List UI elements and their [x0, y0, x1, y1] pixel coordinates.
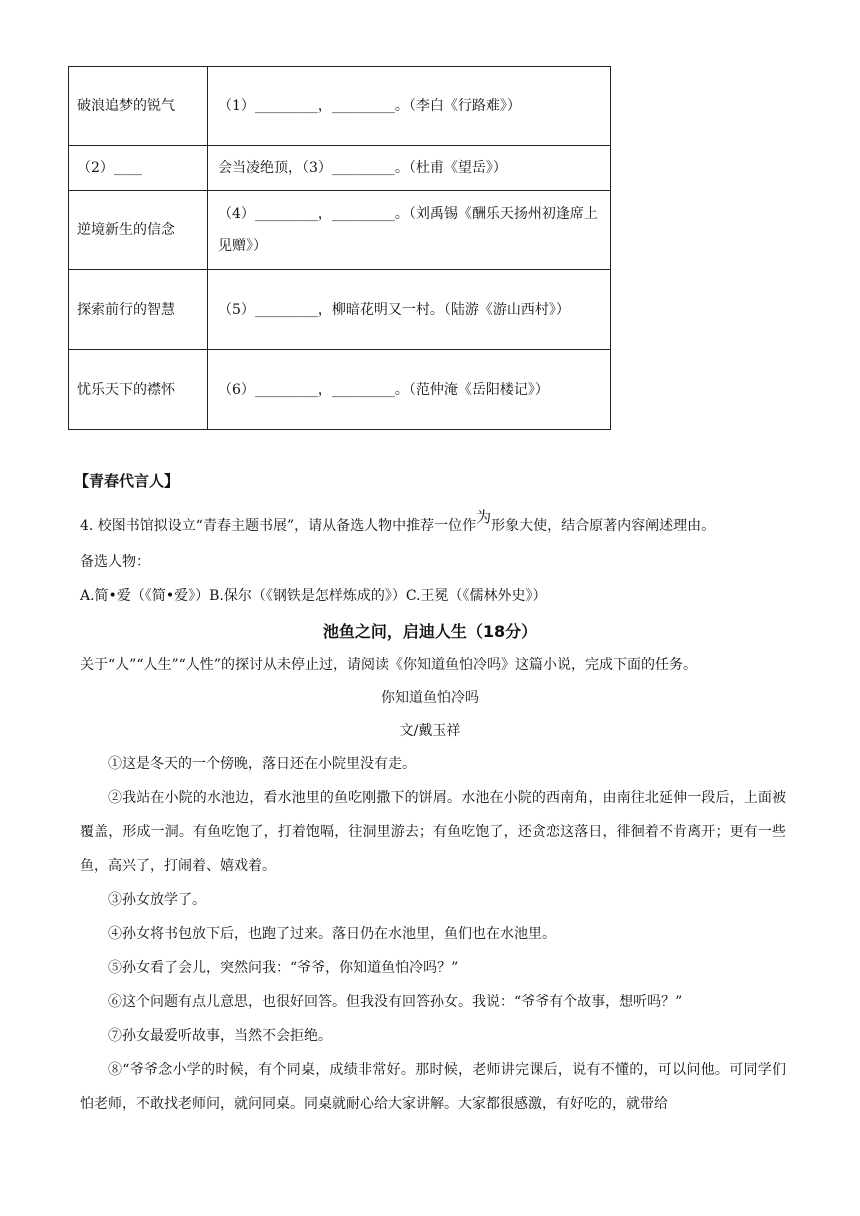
story-paragraph: ④孙女将书包放下后，也跑了过来。落日仍在水池里，鱼们也在水池里。	[108, 926, 556, 942]
verse-cell: 会当凌绝顶，（3）_________。（杜甫《望岳》）	[208, 146, 611, 191]
theme-cell: 破浪追梦的锐气	[69, 67, 208, 146]
story-author: 文/戴玉祥	[399, 723, 461, 739]
poem-fill-table	[68, 66, 611, 430]
section-heading: 【青春代言人】	[74, 472, 180, 490]
story-paragraph: ①这是冬天的一个傍晚，落日还在小院里没有走。	[108, 756, 416, 772]
question-4-text-b: 形象大使，结合原著内容阐述理由。	[491, 518, 716, 534]
story-title: 你知道鱼怕冷吗	[381, 690, 479, 706]
verse-cell: （5）_________，柳暗花明又一村。（陆游《游山西村》）	[208, 270, 611, 350]
candidates-label: 备选人物：	[80, 554, 150, 570]
part-intro: 关于“人”“人生”“人性”的探讨从未停止过，请阅读《你知道鱼怕冷吗》这篇小说，完成下面的任务。	[80, 657, 697, 673]
story-paragraph: ②我站在小院的水池边，看水池里的鱼吃刚撒下的饼屑。水池在小院的西南角，由南往北延伸一段后，上面被覆盖，形成一洞。有鱼吃饱了，打着饱嗝，往洞里游去；有鱼吃饱了，还贪恋这落日，徘徊着不肯离开；更有一些鱼，高兴了，打闹着、嬉戏着。	[80, 790, 786, 874]
story-paragraph: ③孙女放学了。	[108, 892, 206, 908]
candidates-options: A.简•爱（《简•爱》）B.保尔（《钢铁是怎样炼成的》）C.王冕（《儒林外史》）	[80, 588, 547, 604]
table-row	[69, 350, 611, 430]
table-row	[69, 146, 611, 191]
part-title: 池鱼之问，启迪人生（18分）	[322, 622, 538, 641]
question-4-raised-char: 为	[476, 508, 492, 526]
question-4-text-a: 4. 校图书馆拟设立“青春主题书展”，请从备选人物中推荐一位作	[80, 518, 477, 534]
story-paragraph: ⑤孙女看了会儿，突然问我：“爷爷，你知道鱼怕冷吗？”	[108, 960, 459, 976]
story-paragraph: ⑦孙女最爱听故事，当然不会拒绝。	[108, 1028, 332, 1044]
table-row	[69, 191, 611, 270]
verse-cell: （1）_________，_________。（李白《行路难》）	[208, 67, 611, 146]
theme-cell: 逆境新生的信念	[69, 191, 208, 270]
theme-cell: （2）____	[69, 146, 208, 191]
story-paragraph: ⑥这个问题有点儿意思，也很好回答。但我没有回答孙女。我说：“爷爷有个故事，想听吗？”	[108, 994, 683, 1010]
verse-cell: （6）_________，_________。（范仲淹《岳阳楼记》）	[208, 350, 611, 430]
table-row	[69, 67, 611, 146]
table-row	[69, 270, 611, 350]
theme-cell: 忧乐天下的襟怀	[69, 350, 208, 430]
question-4	[80, 508, 716, 535]
theme-cell: 探索前行的智慧	[69, 270, 208, 350]
story-paragraph: ⑧“爷爷念小学的时候，有个同桌，成绩非常好。那时候，老师讲完课后，说有不懂的，可以问他。可同学们怕老师，不敢找老师问，就问同桌。同桌就耐心给大家讲解。大家都很感激，有好吃的，就带给	[80, 1062, 786, 1112]
verse-cell: （4）_________，_________。（刘禹锡《酬乐天扬州初逢席上见赠》）	[208, 191, 611, 270]
